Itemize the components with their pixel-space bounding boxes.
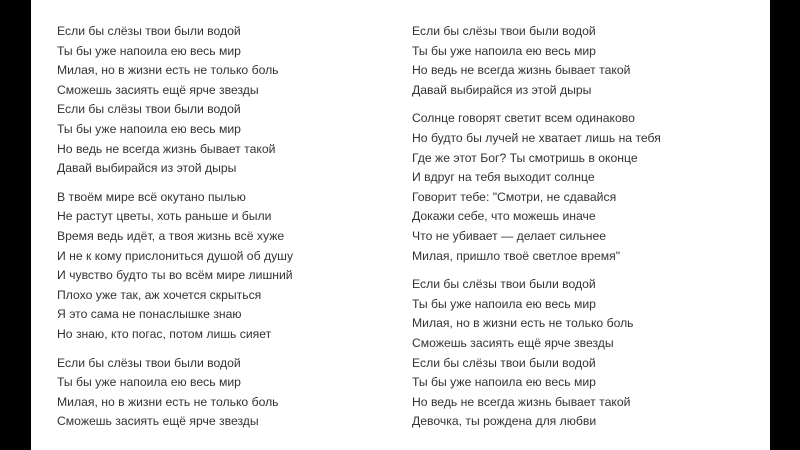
lyrics-stanza [57,354,377,432]
lyrics-line: Плохо уже так, аж хочется скрыться [57,287,262,302]
lyrics-line: Где же этот Бог? Ты смотришь в оконце [412,150,638,165]
lyrics-line: Ты бы уже напоила ею весь мир [412,375,596,390]
lyrics-line: Милая, но в жизни есть не только боль [57,394,279,409]
lyrics-line: Ты бы уже напоила ею весь мир [57,43,241,58]
lyrics-line: Не растут цветы, хоть раньше и были [57,209,272,224]
lyrics-line: Но будто бы лучей не хватает лишь на тебя [412,130,661,145]
lyrics-line: Сможешь засиять ещё ярче звезды [412,335,614,350]
lyrics-line: Сможешь засиять ещё ярче звезды [57,414,259,429]
lyrics-line: Девочка, ты рождена для любви [412,414,597,429]
lyrics-line: И не к кому прислониться душой об душу [57,248,294,263]
lyrics-line: Но ведь не всегда жизнь бывает такой [412,63,631,78]
lyrics-stanza [57,188,377,345]
lyrics-line: Но ведь не всегда жизнь бывает такой [57,141,276,156]
lyrics-stanza [57,22,377,179]
lyrics-line: Я это сама не понаслышке знаю [57,307,242,322]
lyrics-stanza [412,109,752,266]
lyrics-line: Ты бы уже напоила ею весь мир [412,43,596,58]
lyrics-line: Сможешь засиять ещё ярче звезды [57,82,259,97]
lyrics-line: Солнце говорят светит всем одинаково [412,111,635,126]
lyrics-line: Ты бы уже напоила ею весь мир [57,121,241,136]
lyrics-line: Ты бы уже напоила ею весь мир [57,375,241,390]
lyrics-line: Ты бы уже напоила ею весь мир [412,296,596,311]
lyrics-line: Милая, пришло твоё светлое время" [412,248,621,263]
lyrics-line: Если бы слёзы твои были водой [412,277,596,292]
lyrics-line: И чувство будто ты во всём мире лишний [57,268,293,283]
lyrics-line: Говорит тебе: "Смотри, не сдавайся [412,189,617,204]
lyrics-line: Милая, но в жизни есть не только боль [412,316,634,331]
lyrics-line: Милая, но в жизни есть не только боль [57,63,279,78]
lyrics-line: Что не убивает — делает сильнее [412,228,607,243]
lyrics-line: Давай выбирайся из этой дыры [57,161,237,176]
lyrics-stanza [412,22,752,100]
lyrics-line: Если бы слёзы твои были водой [57,24,241,38]
lyrics-line: В твоём мире всё окутано пылью [57,189,246,204]
lyrics-line: Но знаю, кто погас, потом лишь сияет [57,326,272,341]
lyrics-stanza [412,275,752,432]
lyrics-line: Если бы слёзы твои были водой [57,355,241,370]
lyrics-column-left [57,22,377,441]
lyrics-line: Время ведь идёт, а твоя жизнь всё хуже [57,228,285,243]
lyrics-line: Если бы слёзы твои были водой [412,24,596,38]
lyrics-line: Если бы слёзы твои были водой [412,355,596,370]
lyrics-line: Давай выбирайся из этой дыры [412,82,592,97]
lyrics-line: Докажи себе, что можешь иначе [412,209,596,224]
lyrics-page [31,0,770,450]
lyrics-line: Если бы слёзы твои были водой [57,102,241,117]
lyrics-line: Но ведь не всегда жизнь бывает такой [412,394,631,409]
lyrics-line: И вдруг на тебя выходит солнце [412,170,595,185]
lyrics-column-right [412,22,752,441]
